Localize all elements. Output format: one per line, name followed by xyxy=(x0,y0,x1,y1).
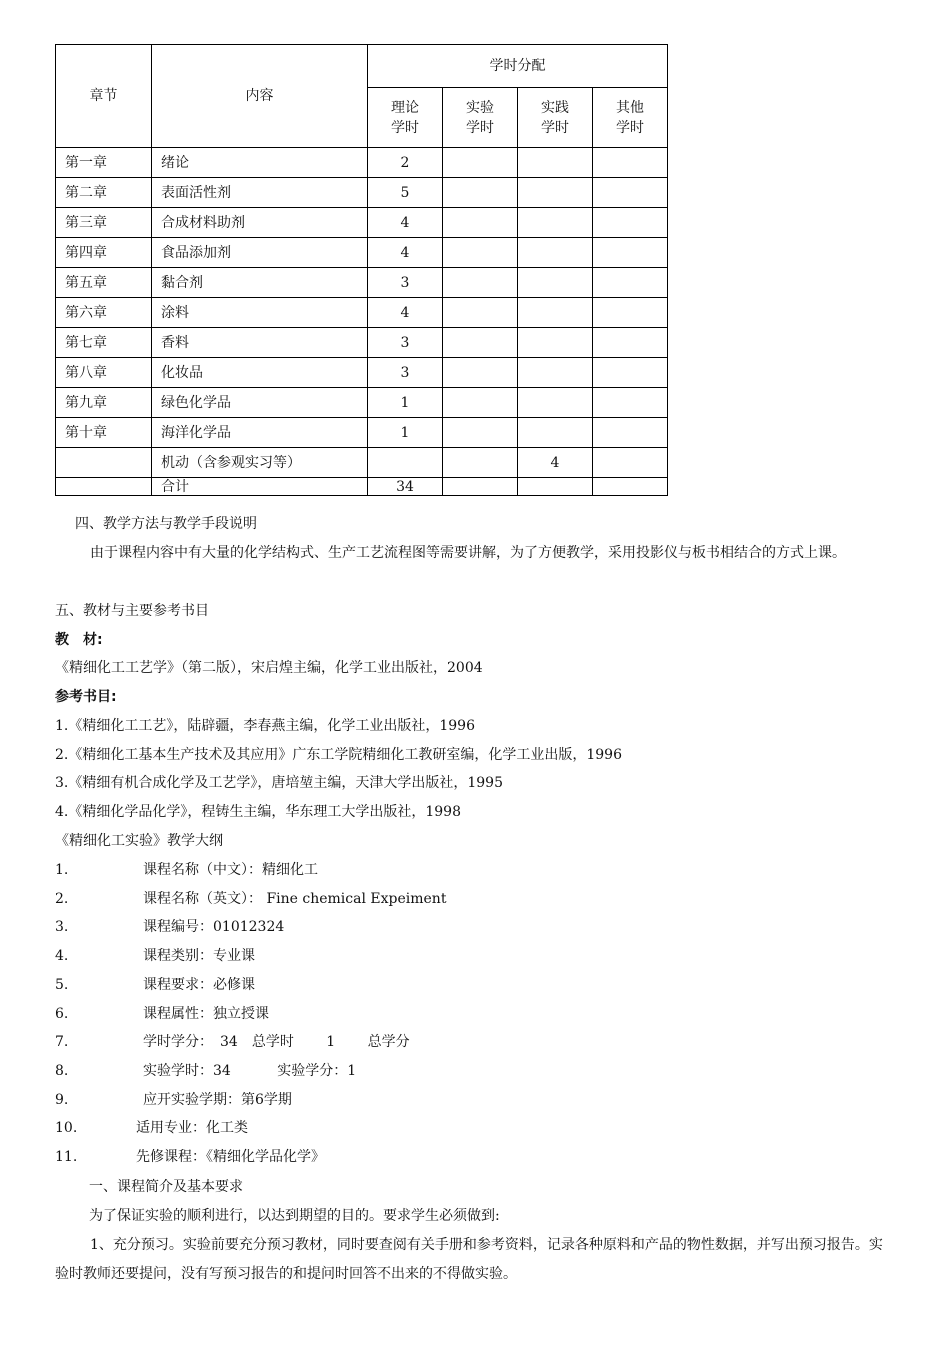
other-hours-cell xyxy=(593,478,668,496)
reference-item: 1.《精细化工工艺》，陆辟疆，李春燕主编，化学工业出版社，1996 xyxy=(55,718,475,734)
practice-hours-cell xyxy=(518,238,593,268)
header-theory-hours: 理论 学时 xyxy=(368,88,443,148)
chapter-cell xyxy=(56,478,152,496)
chapter-cell: 第九章 xyxy=(56,388,152,418)
practice-hours-cell xyxy=(518,268,593,298)
syllabus-title: 《精细化工实验》教学大纲 xyxy=(55,833,223,849)
theory-hours-cell: 4 xyxy=(368,298,443,328)
header-content: 内容 xyxy=(152,45,368,148)
content-cell: 表面活性剂 xyxy=(152,178,368,208)
table-row xyxy=(56,358,668,388)
item-text: 课程编号：01012324 xyxy=(143,919,285,936)
content-cell: 合计 xyxy=(152,478,368,496)
content-cell: 海洋化学品 xyxy=(152,418,368,448)
content-cell: 涂料 xyxy=(152,298,368,328)
theory-hours-cell xyxy=(368,448,443,478)
item-text: 实验学时：34 实验学分：1 xyxy=(143,1062,357,1079)
experiment-hours-cell xyxy=(443,418,518,448)
section-5-title: 五、教材与主要参考书目 xyxy=(55,603,209,619)
content-cell: 合成材料助剂 xyxy=(152,208,368,238)
textbook-entry: 《精细化工工艺学》（第二版），宋启煌主编，化学工业出版社，2004 xyxy=(55,660,483,676)
practice-hours-cell xyxy=(518,418,593,448)
experiment-hours-cell xyxy=(443,238,518,268)
table-row xyxy=(56,478,668,496)
theory-hours-cell: 4 xyxy=(368,208,443,238)
chapter-cell: 第五章 xyxy=(56,268,152,298)
experiment-hours-cell xyxy=(443,328,518,358)
table-row xyxy=(56,298,668,328)
content-cell: 绿色化学品 xyxy=(152,388,368,418)
theory-hours-cell: 3 xyxy=(368,358,443,388)
practice-hours-cell xyxy=(518,478,593,496)
header-hour-allocation: 学时分配 xyxy=(368,45,668,88)
chapter-cell: 第三章 xyxy=(56,208,152,238)
chapter-cell: 第七章 xyxy=(56,328,152,358)
content-cell: 机动（含参观实习等） xyxy=(152,448,368,478)
content-cell: 香料 xyxy=(152,328,368,358)
experiment-hours-cell xyxy=(443,208,518,238)
section-4-body: 由于课程内容中有大量的化学结构式、生产工艺流程图等需要讲解，为了方便教学，采用投影仪与板书相结合的方式上课。 xyxy=(90,545,846,561)
section-1-title: 一、课程简介及基本要求 xyxy=(89,1179,243,1195)
experiment-hours-cell xyxy=(443,298,518,328)
theory-hours-cell: 3 xyxy=(368,328,443,358)
other-hours-cell xyxy=(593,208,668,238)
experiment-hours-cell xyxy=(443,358,518,388)
item-text: 课程名称（中文）：精细化工 xyxy=(143,862,318,878)
item-text: 先修课程：《精细化学品化学》 xyxy=(136,1149,325,1165)
other-hours-cell xyxy=(593,238,668,268)
header-practice-hours: 实践 学时 xyxy=(518,88,593,148)
item-number: 9. xyxy=(55,1091,69,1108)
reference-item: 2.《精细化工基本生产技术及其应用》广东工学院精细化工教研室编，化学工业出版，1996 xyxy=(55,747,622,763)
table-row xyxy=(56,148,668,178)
chapter-cell: 第十章 xyxy=(56,418,152,448)
other-hours-cell xyxy=(593,388,668,418)
theory-hours-cell: 3 xyxy=(368,268,443,298)
section-1-paragraph: 1、充分预习。实验前要充分预习教材，同时要查阅有关手册和参考资料，记录各种原料和产品的物性数据，并写出预习报告。实验时教师还要提问，没有写预习报告的和提问时回答不出来的不得做实验。 xyxy=(55,1237,883,1282)
content-cell: 黏合剂 xyxy=(152,268,368,298)
item-number: 4. xyxy=(55,948,69,965)
experiment-hours-cell xyxy=(443,268,518,298)
experiment-hours-cell xyxy=(443,478,518,496)
theory-hours-cell: 4 xyxy=(368,238,443,268)
other-hours-cell xyxy=(593,418,668,448)
content-cell: 食品添加剂 xyxy=(152,238,368,268)
other-hours-cell xyxy=(593,268,668,298)
table-row xyxy=(56,268,668,298)
reference-item: 3.《精细有机合成化学及工艺学》，唐培堃主编，天津大学出版社，1995 xyxy=(55,775,503,791)
item-text: 课程要求：必修课 xyxy=(143,976,255,993)
practice-hours-cell xyxy=(518,208,593,238)
theory-hours-cell: 34 xyxy=(368,478,443,496)
content-cell: 化妆品 xyxy=(152,358,368,388)
theory-hours-cell: 1 xyxy=(368,418,443,448)
item-number: 6. xyxy=(55,1005,69,1022)
chapter-cell: 第四章 xyxy=(56,238,152,268)
item-text: 应开实验学期：第6学期 xyxy=(143,1091,292,1108)
practice-hours-cell xyxy=(518,298,593,328)
experiment-hours-cell xyxy=(443,148,518,178)
other-hours-cell xyxy=(593,148,668,178)
textbook-label: 教 材: xyxy=(55,632,103,648)
section-4-title: 四、教学方法与教学手段说明 xyxy=(75,516,257,532)
practice-hours-cell xyxy=(518,358,593,388)
item-text: 课程属性：独立授课 xyxy=(143,1005,269,1022)
table-row xyxy=(56,418,668,448)
table-row xyxy=(56,178,668,208)
header-other-hours: 其他 学时 xyxy=(593,88,668,148)
table-row xyxy=(56,448,668,478)
experiment-hours-cell xyxy=(443,448,518,478)
item-number: 11. xyxy=(55,1149,78,1165)
theory-hours-cell: 1 xyxy=(368,388,443,418)
table-row xyxy=(56,238,668,268)
hours-table xyxy=(55,44,668,496)
chapter-cell xyxy=(56,448,152,478)
header-experiment-hours: 实验 学时 xyxy=(443,88,518,148)
other-hours-cell xyxy=(593,298,668,328)
header-chapter: 章节 xyxy=(56,45,152,148)
item-number: 3. xyxy=(55,919,69,936)
item-number: 1. xyxy=(55,862,69,878)
item-text: 课程名称（英文）： Fine chemical Expeiment xyxy=(143,890,447,907)
practice-hours-cell xyxy=(518,178,593,208)
item-text: 学时学分： 34 总学时 1 总学分 xyxy=(143,1034,410,1051)
practice-hours-cell: 4 xyxy=(518,448,593,478)
content-cell: 绪论 xyxy=(152,148,368,178)
theory-hours-cell: 2 xyxy=(368,148,443,178)
item-number: 10. xyxy=(55,1120,78,1137)
table-row xyxy=(56,328,668,358)
practice-hours-cell xyxy=(518,328,593,358)
chapter-cell: 第二章 xyxy=(56,178,152,208)
table-row xyxy=(56,388,668,418)
table-row xyxy=(56,208,668,238)
item-number: 7. xyxy=(55,1034,69,1051)
item-text: 课程类别：专业课 xyxy=(143,948,255,965)
item-text: 适用专业：化工类 xyxy=(136,1120,248,1137)
item-number: 2. xyxy=(55,890,69,907)
experiment-hours-cell xyxy=(443,388,518,418)
item-number: 5. xyxy=(55,976,69,993)
other-hours-cell xyxy=(593,448,668,478)
chapter-cell: 第八章 xyxy=(56,358,152,388)
item-number: 8. xyxy=(55,1062,69,1079)
other-hours-cell xyxy=(593,358,668,388)
section-1-intro: 为了保证实验的顺利进行，以达到期望的目的。要求学生必须做到: xyxy=(89,1208,500,1224)
practice-hours-cell xyxy=(518,148,593,178)
theory-hours-cell: 5 xyxy=(368,178,443,208)
references-label: 参考书目: xyxy=(55,689,117,705)
other-hours-cell xyxy=(593,178,668,208)
chapter-cell: 第一章 xyxy=(56,148,152,178)
chapter-cell: 第六章 xyxy=(56,298,152,328)
practice-hours-cell xyxy=(518,388,593,418)
experiment-hours-cell xyxy=(443,178,518,208)
other-hours-cell xyxy=(593,328,668,358)
reference-item: 4.《精细化学品化学》，程铸生主编，华东理工大学出版社，1998 xyxy=(55,804,461,820)
